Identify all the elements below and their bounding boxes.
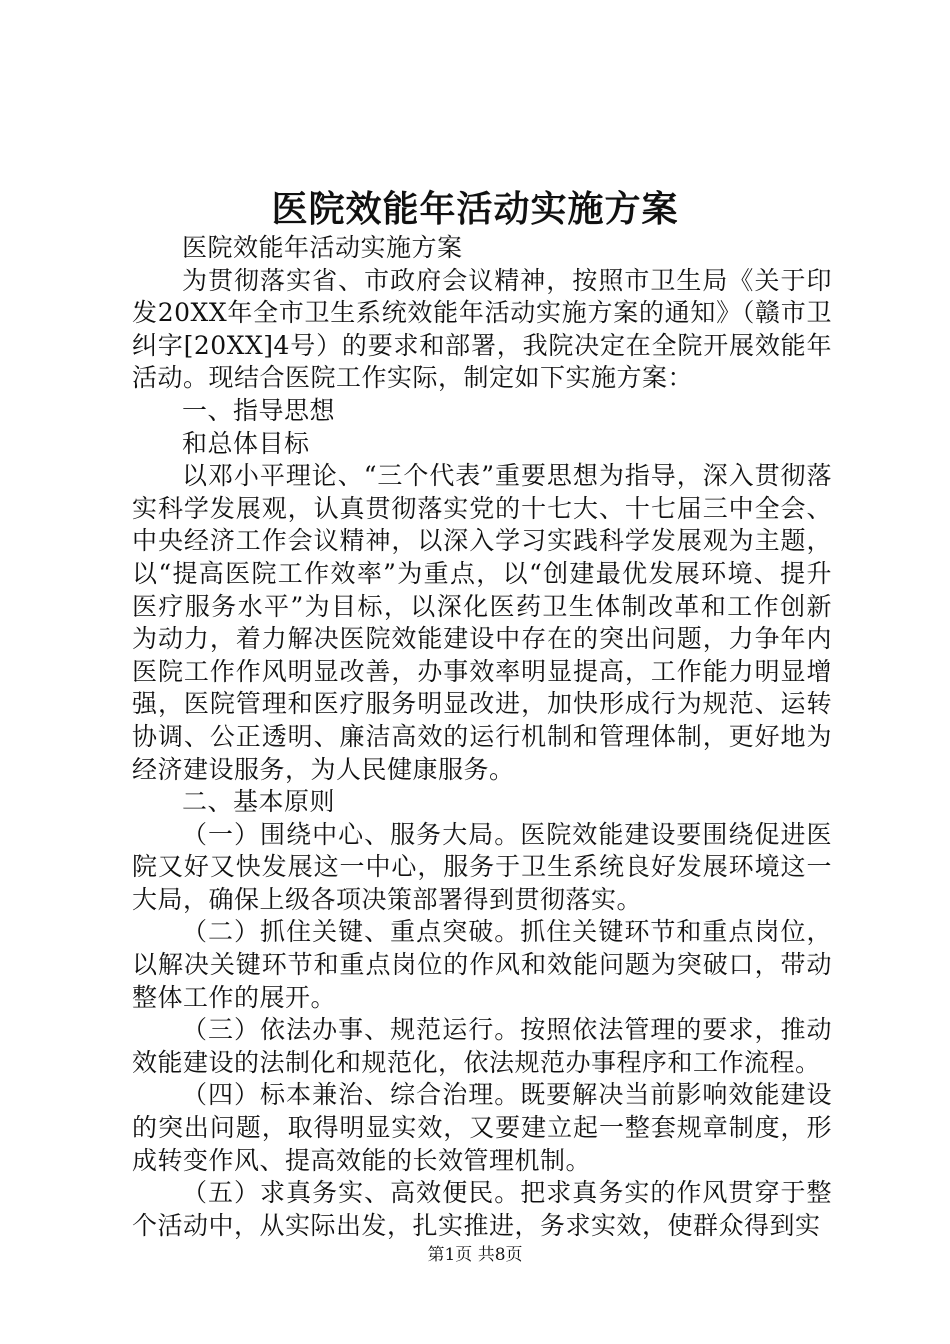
section-heading-overall-goal: 和总体目标 [182, 428, 310, 458]
paragraph-principle-4: （四）标本兼治、综合治理。既要解决当前影响效能建设的突出问题，取得明显实效，又要建立起一整套规章制度，形成转变作风、提高效能的长效管理机制。 [132, 1080, 832, 1175]
paragraph-principle-3: （三）依法办事、规范运行。按照依法管理的要求，推动效能建设的法制化和规范化，依法规范办事程序和工作流程。 [132, 1015, 832, 1077]
paragraph-subtitle: 医院效能年活动实施方案 [182, 233, 463, 262]
section-heading-basic-principles: 二、基本原则 [182, 787, 336, 817]
document-title: 医院效能年活动实施方案 [271, 188, 679, 230]
paragraph-principle-1: （一）围绕中心、服务大局。医院效能建设要围绕促进医院又好又快发展这一中心，服务于卫生系统良好发展环境这一大局，确保上级各项决策部署得到贯彻落实。 [132, 819, 832, 914]
paragraph-principle-2: （二）抓住关键、重点突破。抓住关键环节和重点岗位，以解决关键环节和重点岗位的作风和效能问题为突破口，带动整体工作的展开。 [132, 917, 832, 1012]
page-number-footer: 第1页 共8页 [427, 1245, 523, 1265]
paragraph-intro: 为贯彻落实省、市政府会议精神，按照市卫生局《关于印发20XX年全市卫生系统效能年活动实施方案的通知》（赣市卫纠字[20XX]4号）的要求和部署，我院决定在全院开展效能年活动。现结合医院工作实际，制定如下实施方案： [132, 265, 832, 393]
document-body [132, 232, 832, 1242]
paragraph-principle-5: （五）求真务实、高效便民。把求真务实的作风贯穿于整个活动中，从实际出发，扎实推进，务求实效，使群众得到实 [132, 1178, 832, 1240]
section-heading-guiding-thought: 一、指导思想 [182, 395, 336, 425]
paragraph-guiding-thought: 以邓小平理论、“三个代表”重要思想为指导，深入贯彻落实科学发展观，认真贯彻落实党的十七大、十七届三中全会、中央经济工作会议精神，以深入学习实践科学发展观为主题，以“提高医院工作效率”为重点，以“创建最优发展环境、提升医疗服务水平”为目标，以深化医药卫生体制改革和工作创新为动力，着力解决医院效能建设中存在的突出问题，力争年内医院工作作风明显改善，办事效率明显提高，工作能力明显增强，医院管理和医疗服务明显改进，加快形成行为规范、运转协调、公正透明、廉洁高效的运行机制和管理体制，更好地为经济建设服务，为人民健康服务。 [132, 461, 832, 784]
